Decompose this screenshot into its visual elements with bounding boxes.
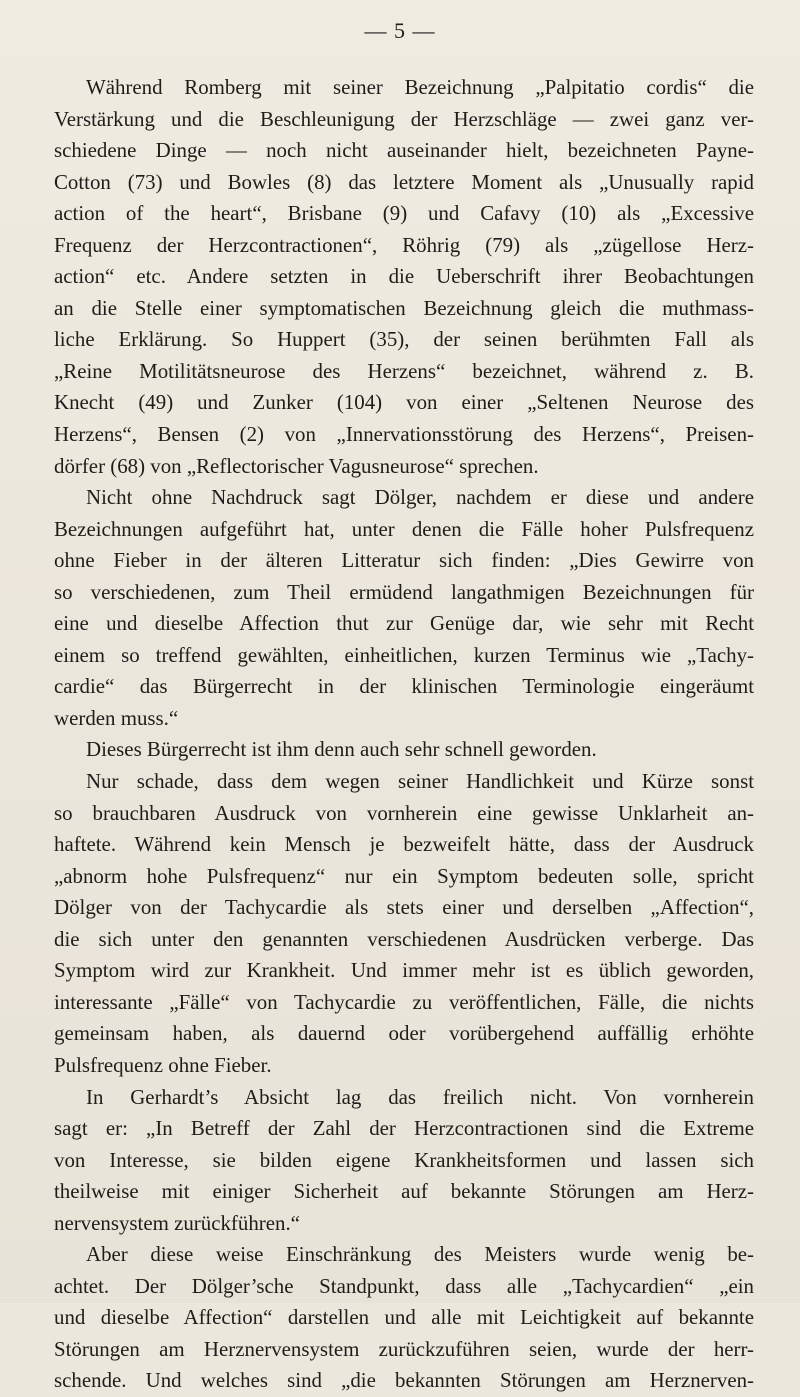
text-line: so verschiedenen, zum Theil ermüdend langathmigen Bezeichnungen für (54, 579, 754, 604)
text-line: „abnorm hohe Pulsfrequenz“ nur ein Symptom bedeuten solle, spricht (54, 863, 754, 888)
text-line: werden muss.“ (54, 705, 179, 730)
text-line: liche Erklärung. So Huppert (35), der seinen berühmten Fall als (54, 327, 754, 352)
text-line: Herzens“, Bensen (2) von „Innervationsstörung des Herzens“, Preisen- (54, 422, 754, 447)
body-text (54, 72, 754, 1397)
text-line: Störungen am Herznervensystem zurückzuführen seien, wurde der herr- (54, 1336, 754, 1361)
text-line: eine und dieselbe Affection thut zur Genüge dar, wie sehr mit Recht (54, 611, 754, 636)
text-line: Knecht (49) und Zunker (104) von einer „Seltenen Neurose des (54, 390, 754, 415)
text-line: die sich unter den genannten verschiedenen Ausdrücken verberge. Das (54, 926, 754, 951)
text-line: haftete. Während kein Mensch je bezweifelt hätte, dass der Ausdruck (54, 832, 754, 857)
text-line: Pulsfrequenz ohne Fieber. (54, 1052, 272, 1077)
text-line: Verstärkung und die Beschleunigung der Herzschläge — zwei ganz ver- (54, 106, 754, 131)
text-line: dörfer (68) von „Reflectorischer Vagusneurose“ sprechen. (54, 453, 539, 478)
text-line: Cotton (73) und Bowles (8) das letztere Moment als „Unusually rapid (54, 169, 754, 194)
text-line: action of the heart“, Brisbane (9) und Cafavy (10) als „Excessive (54, 201, 754, 226)
text-line: Dölger von der Tachycardie als stets einer und derselben „Affection“, (54, 895, 754, 920)
text-line: cardie“ das Bürgerrecht in der klinischen Terminologie eingeräumt (54, 674, 754, 699)
page-number: — 5 — (364, 18, 436, 43)
text-line: Nur schade, dass dem wegen seiner Handlichkeit und Kürze sonst (86, 769, 754, 794)
text-line: Bezeichnungen aufgeführt hat, unter denen die Fälle hoher Pulsfrequenz (54, 516, 754, 541)
text-line: In Gerhardt’s Absicht lag das freilich nicht. Von vornherein (86, 1084, 754, 1109)
text-line: interessante „Fälle“ von Tachycardie zu veröffentlichen, Fälle, die nichts (54, 989, 754, 1014)
text-line: Nicht ohne Nachdruck sagt Dölger, nachdem er diese und andere (86, 485, 754, 510)
text-line: und dieselbe Affection“ darstellen und alle mit Leichtigkeit auf bekannte (54, 1305, 754, 1330)
text-line: an die Stelle einer symptomatischen Bezeichnung gleich die muthmass- (54, 295, 754, 320)
text-line: einem so treffend gewählten, einheitlichen, kurzen Terminus wie „Tachy- (54, 642, 754, 667)
text-line: ohne Fieber in der älteren Litteratur sich finden: „Dies Gewirre von (54, 548, 754, 573)
text-line: „Reine Motilitätsneurose des Herzens“ bezeichnet, während z. B. (54, 358, 754, 383)
text-line: gemeinsam haben, als dauernd oder vorübergehend auffällig erhöhte (54, 1021, 754, 1046)
text-line: von Interesse, sie bilden eigene Krankheitsformen und lassen sich (54, 1147, 754, 1172)
text-line: sagt er: „In Betreff der Zahl der Herzcontractionen sind die Extreme (54, 1116, 754, 1141)
text-line: achtet. Der Dölger’sche Standpunkt, dass alle „Tachycardien“ „ein (54, 1273, 754, 1298)
text-line: Frequenz der Herzcontractionen“, Röhrig (79) als „zügellose Herz- (54, 232, 754, 257)
text-line: Aber diese weise Einschränkung des Meisters wurde wenig be- (86, 1242, 754, 1267)
text-line: Symptom wird zur Krankheit. Und immer mehr ist es üblich geworden, (54, 958, 754, 983)
text-line: action“ etc. Andere setzten in die Ueberschrift ihrer Beobachtungen (54, 264, 754, 289)
text-line: schiedene Dinge — noch nicht auseinander hielt, bezeichneten Payne- (54, 138, 754, 163)
text-line: so brauchbaren Ausdruck von vornherein eine gewisse Unklarheit an- (54, 800, 754, 825)
text-line: nervensystem zurückführen.“ (54, 1210, 300, 1235)
text-line: Dieses Bürgerrecht ist ihm denn auch sehr schnell geworden. (86, 737, 597, 762)
text-line: theilweise mit einiger Sicherheit auf bekannte Störungen am Herz- (54, 1179, 754, 1204)
text-line: Während Romberg mit seiner Bezeichnung „Palpitatio cordis“ die (86, 75, 754, 99)
text-line: schende. Und welches sind „die bekannten Störungen am Herznerven- (54, 1368, 754, 1393)
